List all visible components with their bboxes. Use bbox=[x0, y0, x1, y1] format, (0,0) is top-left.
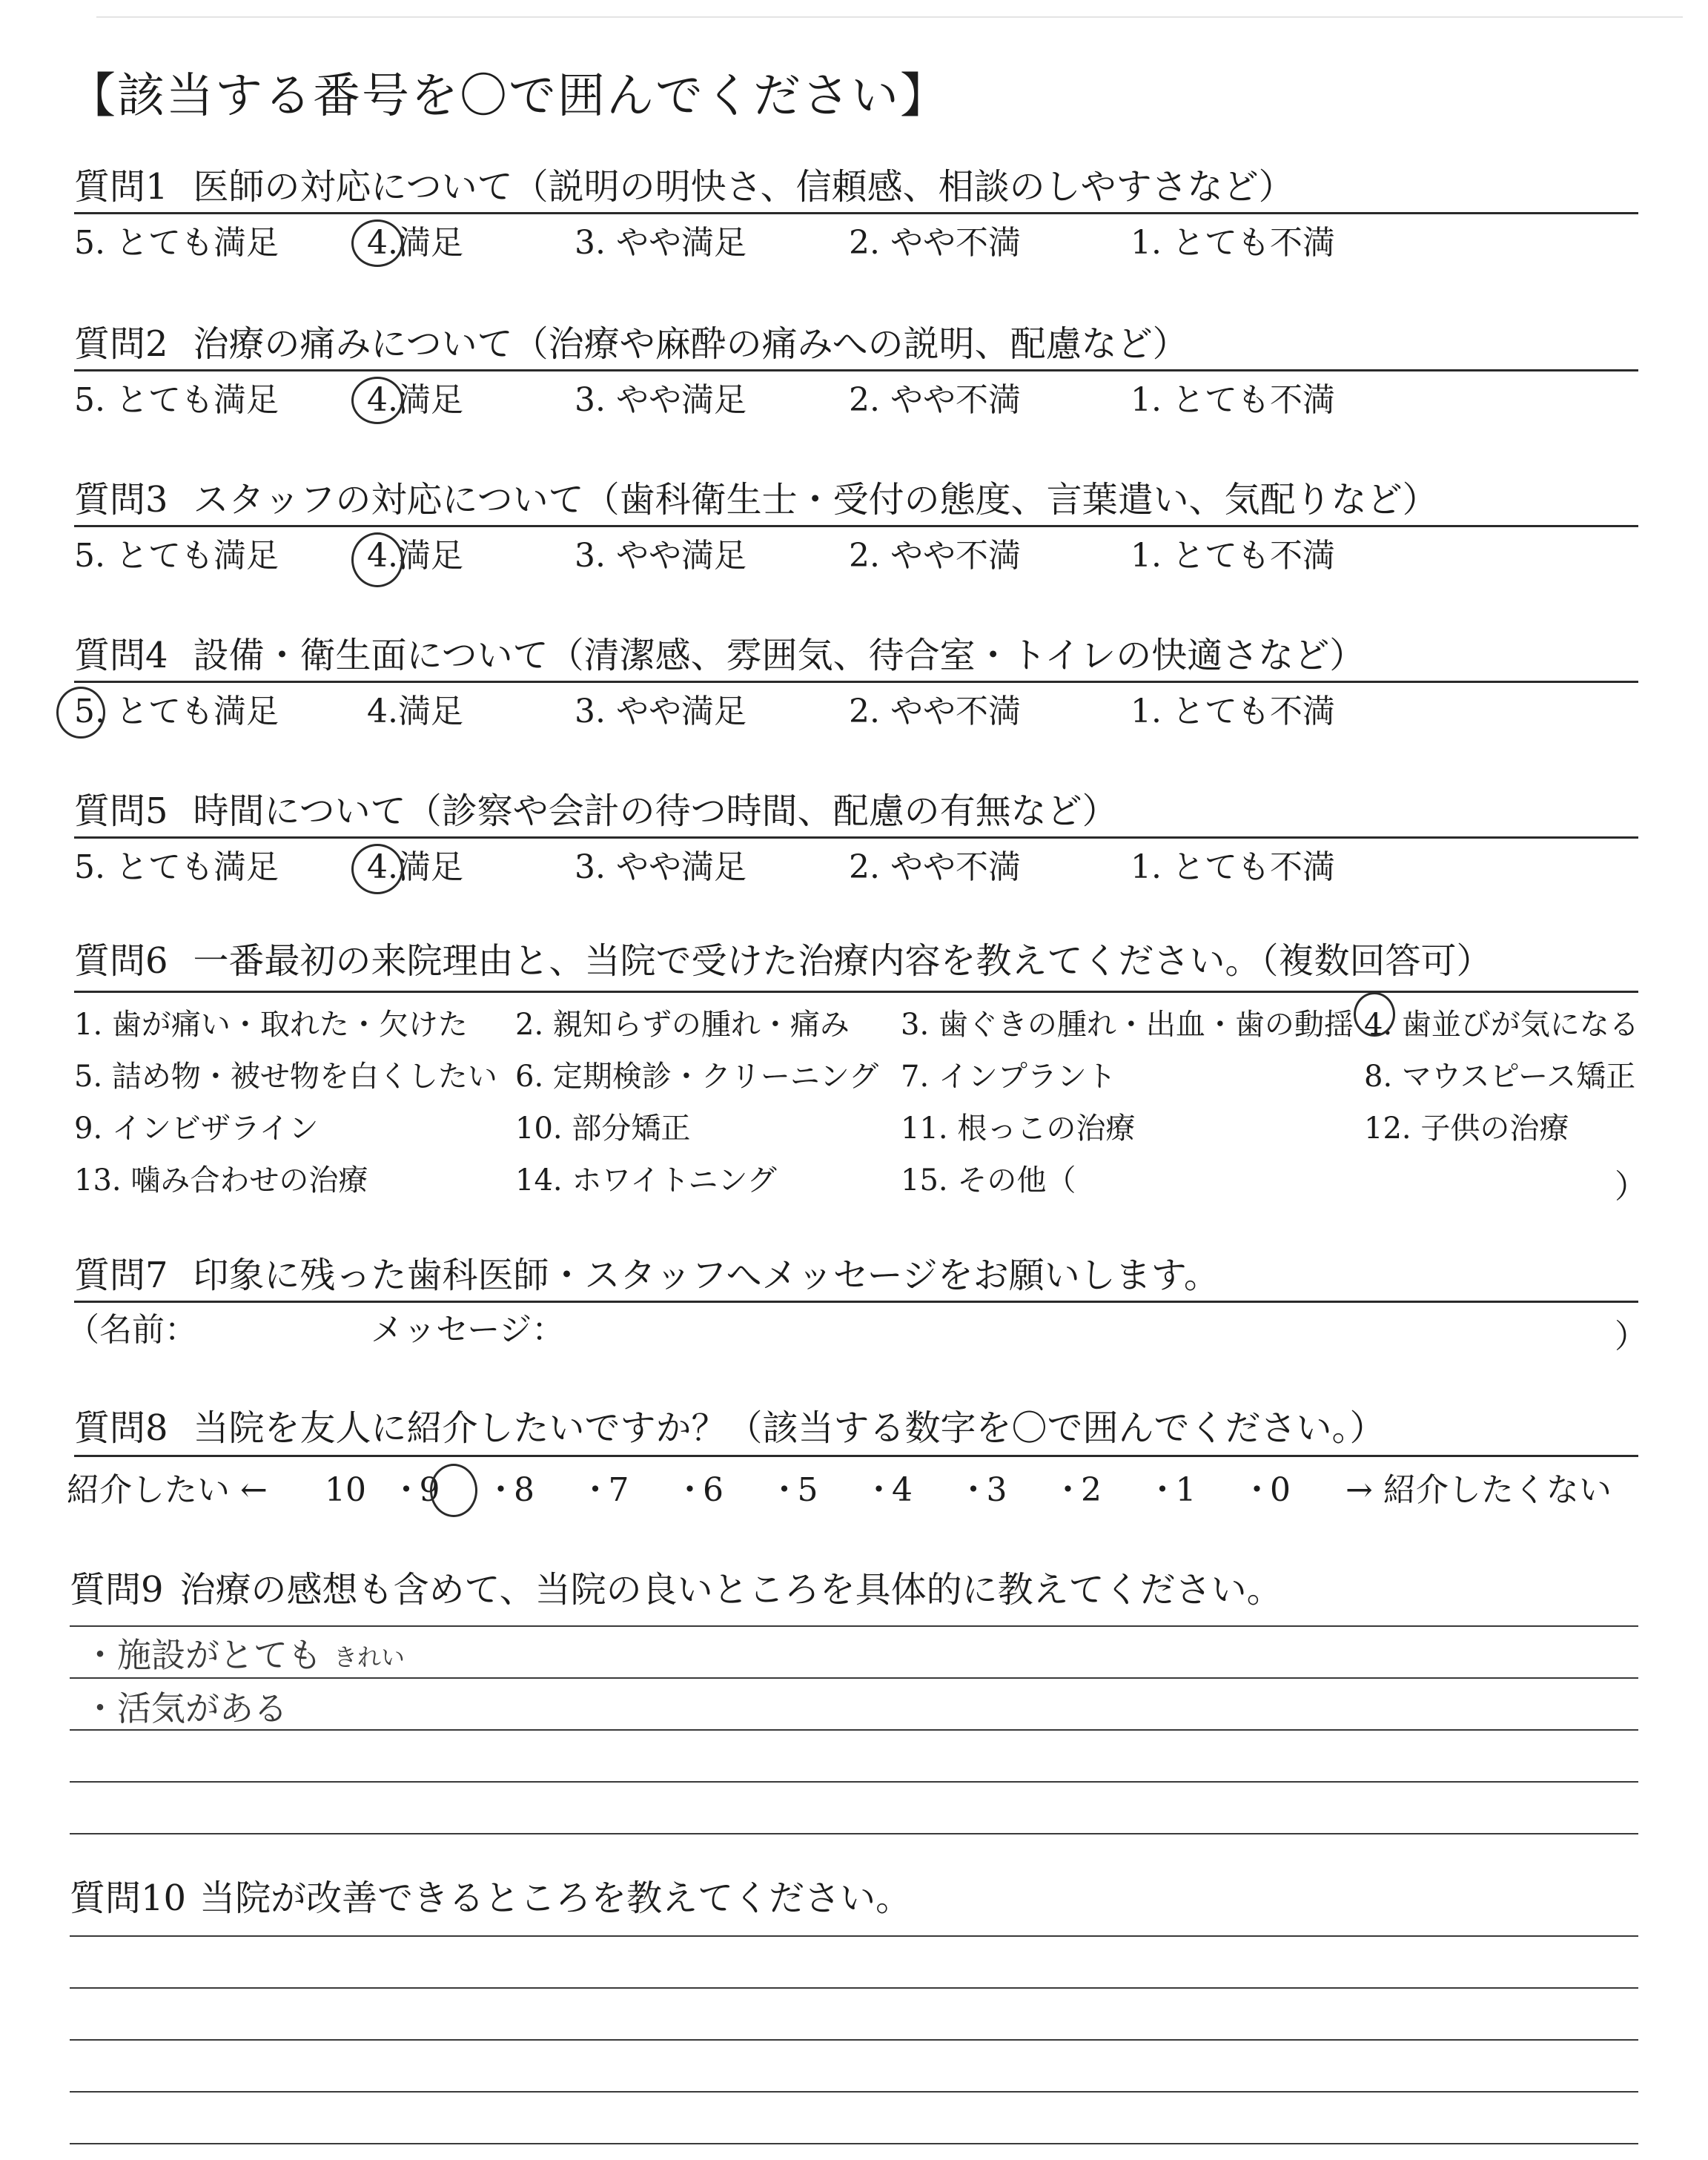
q4-option-4-number: 4. bbox=[367, 693, 398, 730]
question-8-number: 質問8 bbox=[74, 1407, 168, 1449]
q5-option-4-number: 4. bbox=[367, 848, 398, 886]
question-1-rule bbox=[74, 212, 1638, 214]
q5-option-3[interactable]: 3. やや満足 bbox=[575, 848, 747, 886]
q8-separator: ・ bbox=[390, 1471, 423, 1509]
q6-option-1[interactable]: 1. 歯が痛い・取れた・欠けた bbox=[74, 1008, 468, 1042]
question-5-rule bbox=[74, 836, 1638, 839]
q10-line-3 bbox=[70, 2039, 1638, 2041]
q5-option-5[interactable]: 5. とても満足 bbox=[74, 848, 279, 886]
form-header: 【該当する番号を〇で囲んでください】 bbox=[68, 69, 949, 124]
q8-separator: ・ bbox=[1240, 1471, 1274, 1509]
q2-option-2[interactable]: 2. やや不満 bbox=[849, 381, 1021, 419]
q4-option-3[interactable]: 3. やや満足 bbox=[575, 693, 747, 730]
q2-option-1[interactable]: 1. とても不満 bbox=[1131, 381, 1335, 419]
q3-option-5[interactable]: 5. とても満足 bbox=[74, 537, 279, 575]
q8-separator: ・ bbox=[957, 1471, 990, 1509]
q5-option-4-label: 満足 bbox=[397, 848, 463, 886]
q6-option-15[interactable]: 15. その他（ bbox=[901, 1163, 1076, 1198]
q9-answer-line-1[interactable]: ・施設がとても bbox=[83, 1635, 322, 1675]
question-4-text: 設備・衛生面について（清潔感、雰囲気、待合室・トイレの快適さなど） bbox=[193, 635, 1366, 676]
question-4-title bbox=[74, 633, 1365, 678]
question-1-text: 医師の対応について（説明の明快さ、信頼感、相談のしやすさなど） bbox=[193, 166, 1294, 208]
q3-option-3[interactable]: 3. やや満足 bbox=[575, 537, 747, 575]
q9-line-1 bbox=[70, 1625, 1638, 1627]
q8-right-label: → 紹介したくない bbox=[1345, 1471, 1612, 1509]
q3-option-1[interactable]: 1. とても不満 bbox=[1131, 537, 1335, 575]
q7-close-paren: ） bbox=[1615, 1318, 1647, 1355]
q6-selection-circle bbox=[1354, 992, 1395, 1037]
q8-score-3[interactable]: 3 bbox=[986, 1471, 1007, 1509]
q4-option-2[interactable]: 2. やや不満 bbox=[849, 693, 1021, 730]
question-7-rule bbox=[74, 1301, 1638, 1303]
question-9-number: 質問9 bbox=[70, 1569, 164, 1611]
q1-option-5[interactable]: 5. とても満足 bbox=[74, 224, 279, 262]
q1-option-3[interactable]: 3. やや満足 bbox=[575, 224, 747, 262]
q10-line-1 bbox=[70, 1935, 1638, 1937]
q6-option-11[interactable]: 11. 根っこの治療 bbox=[901, 1112, 1136, 1146]
q6-other-close-paren: ） bbox=[1615, 1168, 1647, 1206]
q6-option-9[interactable]: 9. インビザライン bbox=[74, 1112, 319, 1146]
q7-message-label[interactable]: メッセージ： bbox=[371, 1311, 565, 1349]
question-3-title bbox=[74, 478, 1438, 522]
question-8-title bbox=[74, 1406, 1386, 1450]
q8-score-8[interactable]: 8 bbox=[514, 1471, 534, 1509]
q8-separator: ・ bbox=[1051, 1471, 1085, 1509]
question-6-rule bbox=[74, 991, 1638, 993]
q4-selection-circle bbox=[56, 687, 105, 739]
q6-option-7[interactable]: 7. インプラント bbox=[901, 1060, 1116, 1094]
question-2-title bbox=[74, 322, 1188, 366]
question-3-text: スタッフの対応について（歯科衛生士・受付の態度、言葉遣い、気配りなど） bbox=[193, 479, 1438, 521]
question-5-title bbox=[74, 789, 1118, 833]
q8-separator: ・ bbox=[1146, 1471, 1179, 1509]
q5-option-2[interactable]: 2. やや不満 bbox=[849, 848, 1021, 886]
q6-option-3[interactable]: 3. 歯ぐきの腫れ・出血・歯の動揺 bbox=[901, 1008, 1354, 1042]
q9-line-5 bbox=[70, 1833, 1638, 1834]
q4-option-4[interactable] bbox=[367, 691, 463, 733]
q9-answer-line-1b[interactable]: きれい bbox=[334, 1643, 406, 1671]
question-9-title bbox=[70, 1568, 1282, 1612]
q2-option-4-label: 満足 bbox=[397, 381, 463, 419]
q8-separator: ・ bbox=[579, 1471, 612, 1509]
question-10-number: 質問10 bbox=[70, 1877, 187, 1919]
question-8-text: 当院を友人に紹介したいですか？（該当する数字を〇で囲んでください。） bbox=[193, 1407, 1386, 1449]
q1-selection-circle bbox=[351, 219, 403, 267]
q1-option-4-number: 4. bbox=[367, 224, 398, 262]
q3-option-4-label: 満足 bbox=[397, 537, 463, 575]
q8-separator: ・ bbox=[673, 1471, 706, 1509]
question-1-number: 質問1 bbox=[74, 166, 168, 208]
q3-selection-circle bbox=[351, 532, 403, 587]
q4-option-1[interactable]: 1. とても不満 bbox=[1131, 693, 1335, 730]
question-3-number: 質問3 bbox=[74, 479, 168, 521]
question-9-text: 治療の感想も含めて、当院の良いところを具体的に教えてください。 bbox=[179, 1569, 1282, 1611]
scan-edge bbox=[96, 16, 1683, 18]
q9-line-2 bbox=[70, 1677, 1638, 1679]
q3-option-4-number: 4. bbox=[367, 537, 398, 575]
q9-answer-line-2[interactable]: ・活気がある bbox=[83, 1688, 288, 1728]
question-10-title bbox=[70, 1876, 911, 1920]
q6-option-14[interactable]: 14. ホワイトニング bbox=[515, 1163, 777, 1198]
q8-separator: ・ bbox=[862, 1471, 896, 1509]
q8-score-5[interactable]: 5 bbox=[797, 1471, 818, 1509]
q4-option-4-label: 満足 bbox=[397, 693, 463, 730]
q8-separator: ・ bbox=[484, 1471, 517, 1509]
q8-left-label: 紹介したい ← bbox=[67, 1471, 268, 1509]
q9-line-3 bbox=[70, 1729, 1638, 1731]
question-2-text: 治療の痛みについて（治療や麻酔の痛みへの説明、配慮など） bbox=[193, 323, 1188, 365]
question-4-rule bbox=[74, 681, 1638, 683]
question-6-number: 質問6 bbox=[74, 940, 168, 982]
question-5-number: 質問5 bbox=[74, 790, 168, 832]
q10-line-4 bbox=[70, 2091, 1638, 2093]
question-7-number: 質問7 bbox=[74, 1255, 168, 1296]
q6-option-6[interactable]: 6. 定期検診・クリーニング bbox=[515, 1060, 879, 1094]
question-4-number: 質問4 bbox=[74, 635, 168, 676]
question-7-title bbox=[74, 1253, 1219, 1298]
question-7-text: 印象に残った歯科医師・スタッフへメッセージをお願いします。 bbox=[193, 1255, 1219, 1296]
question-2-rule bbox=[74, 369, 1638, 371]
q2-option-3[interactable]: 3. やや満足 bbox=[575, 381, 747, 419]
q6-option-10[interactable]: 10. 部分矯正 bbox=[515, 1112, 691, 1146]
question-5-text: 時間について（診察や会計の待つ時間、配慮の有無など） bbox=[193, 790, 1118, 832]
q6-option-2[interactable]: 2. 親知らずの腫れ・痛み bbox=[515, 1008, 850, 1042]
q10-line-5 bbox=[70, 2143, 1638, 2144]
q6-option-4[interactable]: 4. 歯並びが気になる bbox=[1364, 1008, 1639, 1042]
question-6-title bbox=[74, 939, 1492, 983]
q8-separator: ・ bbox=[768, 1471, 801, 1509]
q8-selection-circle bbox=[430, 1464, 477, 1517]
q9-line-4 bbox=[70, 1781, 1638, 1783]
q8-score-1[interactable]: 1 bbox=[1175, 1471, 1196, 1509]
q5-selection-circle bbox=[351, 844, 403, 894]
q8-score-4[interactable]: 4 bbox=[892, 1471, 913, 1509]
question-1-title bbox=[74, 165, 1294, 209]
q1-option-4-label: 満足 bbox=[397, 224, 463, 262]
q5-option-1[interactable]: 1. とても不満 bbox=[1131, 848, 1335, 886]
q2-option-5[interactable]: 5. とても満足 bbox=[74, 381, 279, 419]
question-6-text: 一番最初の来院理由と、当院で受けた治療内容を教えてください。（複数回答可） bbox=[193, 940, 1492, 982]
q2-selection-circle bbox=[351, 377, 403, 424]
q10-line-2 bbox=[70, 1987, 1638, 1989]
q1-option-2[interactable]: 2. やや不満 bbox=[849, 224, 1021, 262]
q6-option-13[interactable]: 13. 噛み合わせの治療 bbox=[74, 1163, 368, 1198]
q8-score-2[interactable]: 2 bbox=[1081, 1471, 1102, 1509]
q8-score-10[interactable]: 10 bbox=[325, 1471, 366, 1509]
q1-option-1[interactable]: 1. とても不満 bbox=[1131, 224, 1335, 262]
question-2-number: 質問2 bbox=[74, 323, 168, 365]
q6-option-8[interactable]: 8. マウスピース矯正 bbox=[1364, 1060, 1636, 1094]
q2-option-4-number: 4. bbox=[367, 381, 398, 419]
q3-option-2[interactable]: 2. やや不満 bbox=[849, 537, 1021, 575]
q8-score-6[interactable]: 6 bbox=[703, 1471, 724, 1509]
q6-option-5[interactable]: 5. 詰め物・被せ物を白くしたい bbox=[74, 1060, 497, 1094]
question-10-text: 当院が改善できるところを教えてください。 bbox=[199, 1877, 912, 1919]
question-3-rule bbox=[74, 525, 1638, 527]
question-8-rule bbox=[74, 1455, 1638, 1457]
q4-option-5[interactable]: 5. とても満足 bbox=[74, 693, 279, 730]
q7-name-label[interactable]: （名前： bbox=[67, 1311, 197, 1349]
q8-score-0[interactable]: 0 bbox=[1270, 1471, 1291, 1509]
q8-score-9[interactable]: 9 bbox=[419, 1471, 440, 1509]
q6-option-12[interactable]: 12. 子供の治療 bbox=[1364, 1112, 1569, 1146]
q8-score-7[interactable]: 7 bbox=[608, 1471, 629, 1509]
